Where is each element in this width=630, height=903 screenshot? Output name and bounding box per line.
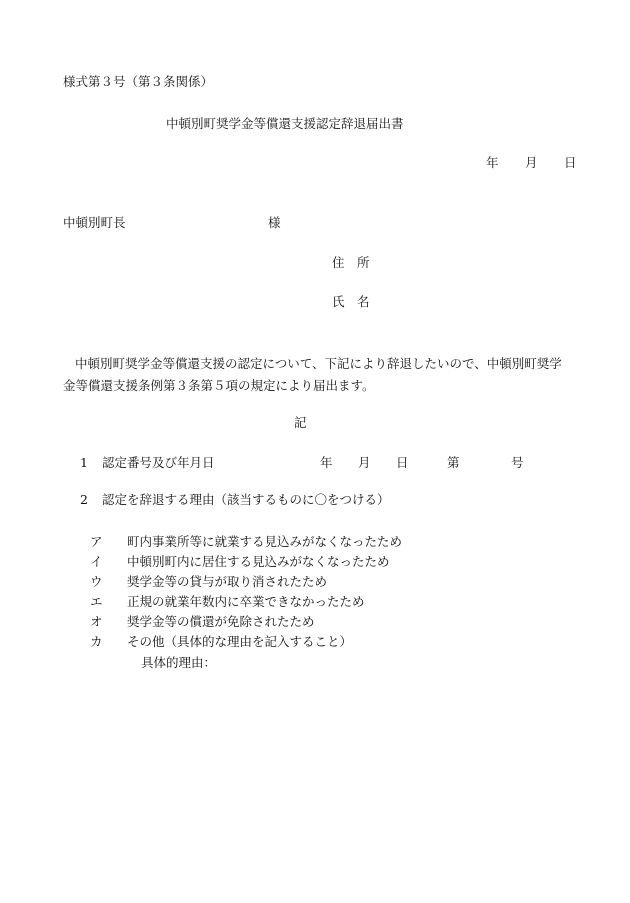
date-month-label: 月 [525, 155, 538, 170]
reason-text: 奨学金等の貸与が取り消されたため [127, 574, 328, 589]
reason-text: 奨学金等の償還が免除されたため [127, 614, 315, 629]
date-day-label: 日 [564, 155, 577, 170]
item2-label: 認定を辞退する理由（該当するものに〇をつける） [102, 492, 390, 507]
item1-dai: 第 [447, 455, 460, 470]
item2-number: 2 [80, 492, 88, 507]
item1-year: 年 [320, 455, 333, 470]
date-year-label: 年 [486, 155, 499, 170]
reason-key: イ [90, 554, 103, 569]
address-label: 住 所 [332, 255, 370, 270]
ki-heading: 記 [294, 415, 307, 430]
reason-text: その他（具体的な理由を記入すること） [127, 634, 353, 649]
item1-go: 号 [511, 455, 524, 470]
form-number: 様式第３号（第３条関係） [63, 74, 214, 89]
reason-key: カ [90, 634, 103, 649]
addressee-honorific: 様 [268, 215, 281, 230]
body-line-2: 金等償還支援条例第３条第５項の規定により届出ます。 [63, 378, 375, 393]
item1-label: 認定番号及び年月日 [102, 455, 215, 470]
reason-key: オ [90, 614, 103, 629]
reason-text: 町内事業所等に就業する見込みがなくなったため [127, 534, 403, 549]
document-title: 中頓別町奨学金等償還支援認定辞退届出書 [166, 116, 404, 131]
body-paragraph [63, 353, 583, 397]
name-label: 氏 名 [332, 294, 370, 309]
item1-number: 1 [80, 455, 88, 470]
body-line-1: 中頓別町奨学金等償還支援の認定について、下記により辞退したいので、中頓別町奨学 [75, 356, 562, 371]
reason-key: エ [90, 594, 103, 609]
reason-key: ウ [90, 574, 103, 589]
item1-month: 月 [358, 455, 371, 470]
reason-text: 中頓別町内に居住する見込みがなくなったため [127, 554, 390, 569]
reason-key: ア [90, 534, 103, 549]
specific-reason-label: 具体的理由： [141, 655, 217, 670]
reason-text: 正規の就業年数内に卒業できなかったため [127, 594, 365, 609]
addressee-name: 中頓別町長 [63, 215, 126, 230]
item1-day: 日 [396, 455, 409, 470]
